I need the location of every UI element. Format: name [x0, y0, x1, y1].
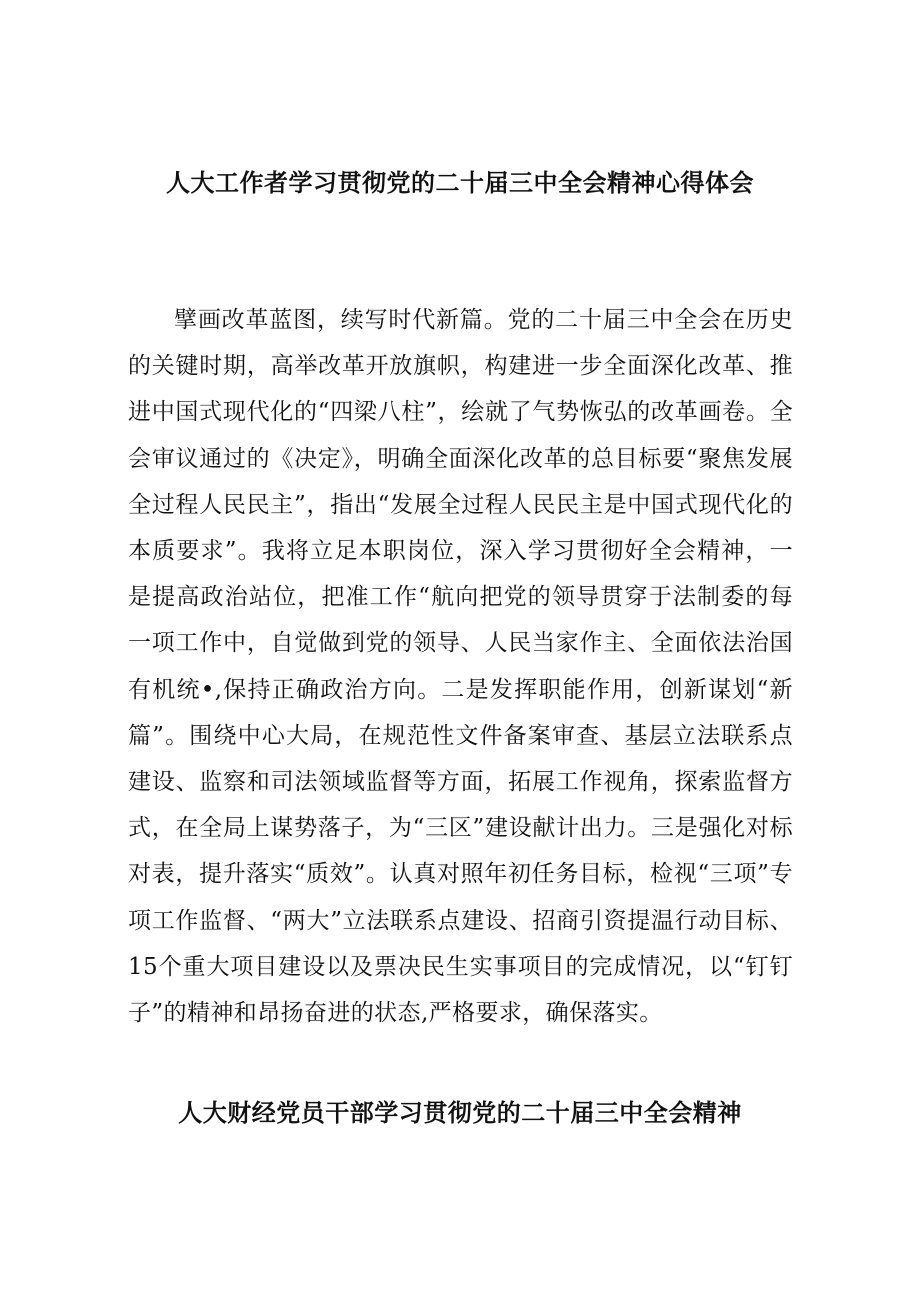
article-title: 人大工作者学习贯彻党的二十届三中全会精神心得体会 — [166, 169, 754, 197]
next-article-title: 人大财经党员干部学习贯彻党的二十届三中全会精神 — [178, 1099, 742, 1127]
article-paragraph: 擘画改革蓝图，续写时代新篇。党的二十届三中全会在历史的关键时期，高举改革开放旗帜，构建进一步全面深化改革、推进中国式现代化的“四梁八柱”，绘就了气势恢弘的改革画卷。全会审议通过的《决定》，明确全面深化改革的总目标要“聚焦发展全过程人民民主”，指出“发展全过程人民民主是中国式现代化的本质要求”。我将立足本职岗位，深入学习贯彻好全会精神，一是提高政治站位，把准工作“航向把党的领导贯穿于法制委的每一项工作中，自觉做到党的领导、人民当家作主、全面依法治国有机统•,保持正确政治方向。二是发挥职能作用，创新谋划“新篇”。围绕中心大局，在规范性文件备案审查、基层立法联系点建设、监察和司法领域监督等方面，拓展工作视角，探索监督方式，在全局上谋势落子，为“三区”建设献计出力。三是强化对标对表，提升落实“质效”。认真对照年初任务目标，检视“三项”专项工作监督、“两大”立法联系点建设、招商引资提温行动目标、15个重大项目建设以及票决民生实事项目的完成情况，以“钉钉子”的精神和昂扬奋进的状态,严格要求，确保落实。 — [128, 307, 793, 1027]
